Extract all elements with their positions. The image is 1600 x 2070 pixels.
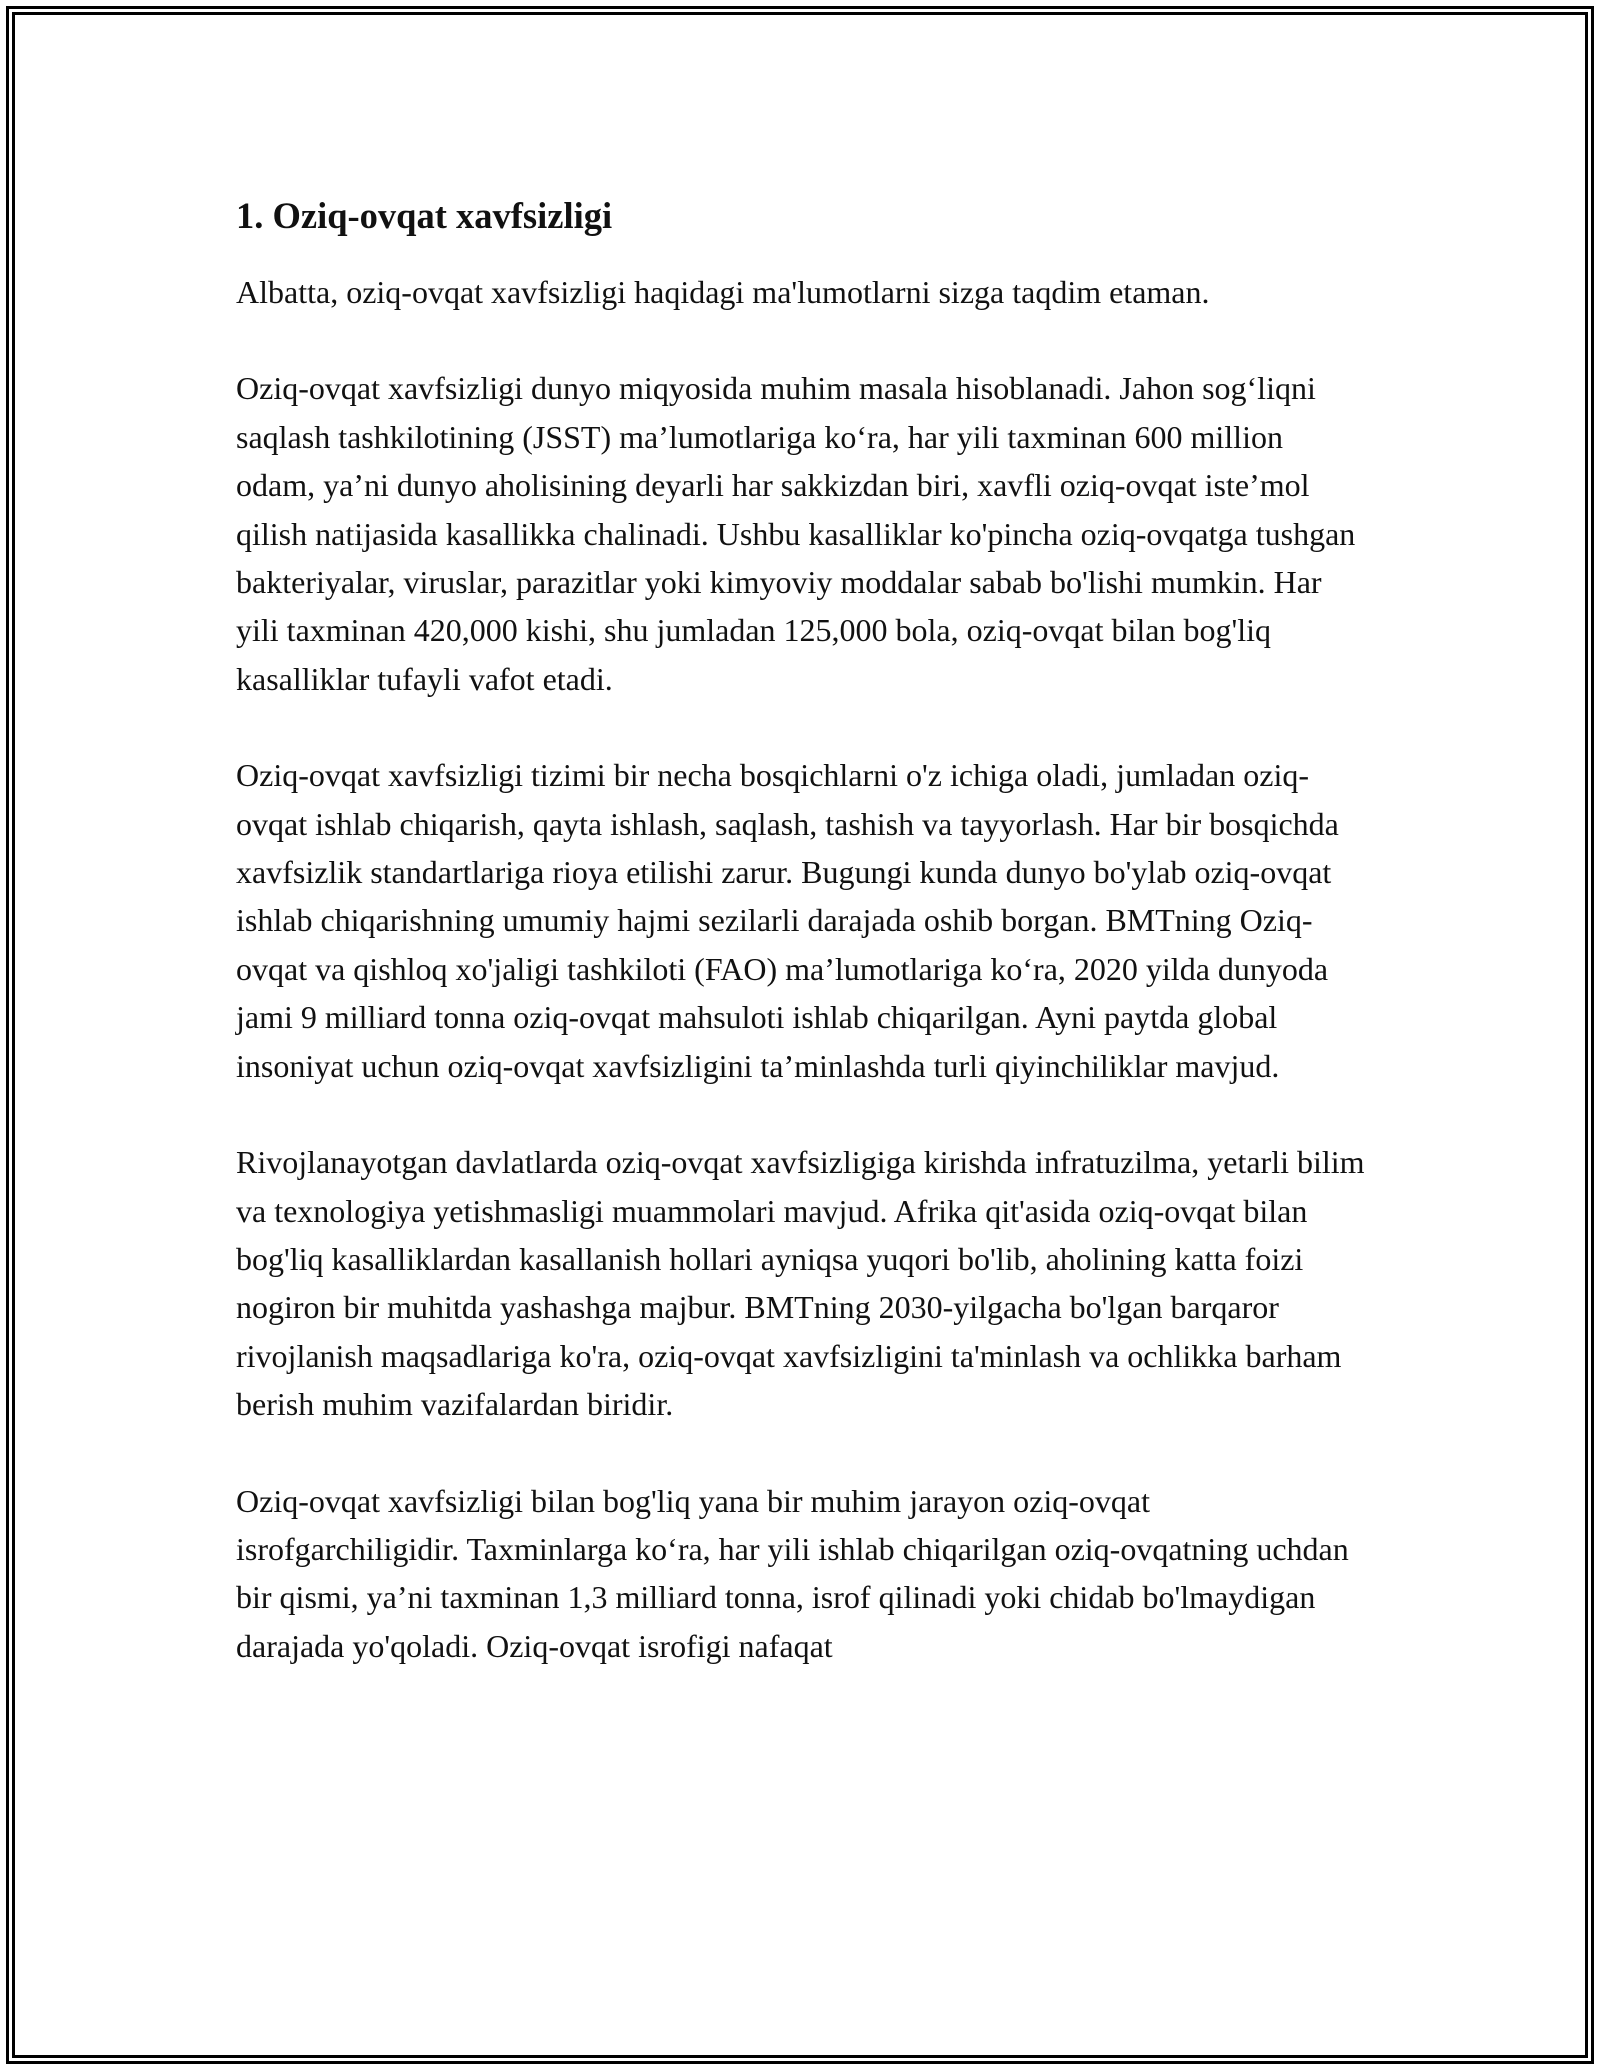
- section-heading: 1. Oziq-ovqat xavfsizligi: [236, 195, 613, 236]
- body-paragraph-who-statistics: Oziq-ovqat xavfsizligi dunyo miqyosida muhim masala hisoblanadi. Jahon sog‘liqni saqlash tashkilotining (JSST) ma’lumotlariga ko‘ra, har yili taxminan 600 million odam, ya’ni dunyo aholisining deyarli har sakkizdan biri, xavfli oziq-ovqat iste’mol qilish natijasida kasallikka chalinadi. Ushbu kasalliklar ko'pincha oziq-ovqatga tushgan bakteriyalar, viruslar, parazitlar yoki kimyoviy moddalar sabab bo'lishi mumkin. Har yili taxminan 420,000 kishi, shu jumladan 125,000 bola, oziq-ovqat bilan bog'liq kasalliklar tufayli vafot etadi.: [236, 370, 1356, 697]
- intro-paragraph: Albatta, oziq-ovqat xavfsizligi haqidagi ma'lumotlarni sizga taqdim etaman.: [236, 274, 1210, 310]
- body-paragraph-developing-countries: Rivojlanayotgan davlatlarda oziq-ovqat xavfsizligiga kirishda infratuzilma, yetarli bilim va texnologiya yetishmasligi muammolari mavjud. Afrika qit'asida oziq-ovqat bilan bog'liq kasalliklardan kasallanish hollari ayniqsa yuqori bo'lib, aholining katta foizi nogiron bir muhitda yashashga majbur. BMTning 2030-yilgacha bo'lgan barqaror rivojlanish maqsadlariga ko'ra, oziq-ovqat xavfsizligini ta'minlash va ochlikka barham berish muhim vazifalardan biridir.: [236, 1144, 1365, 1423]
- document-page: [236, 186, 1366, 1718]
- body-paragraph-safety-system: Oziq-ovqat xavfsizligi tizimi bir necha bosqichlarni o'z ichiga oladi, jumladan oziq-ovqat ishlab chiqarish, qayta ishlash, saqlash, tashish va tayyorlash. Har bir bosqichda xavfsizlik standartlariga rioya etilishi zarur. Bugungi kunda dunyo bo'ylab oziq-ovqat ishlab chiqarishning umumiy hajmi sezilarli darajada oshib borgan. BMTning Oziq-ovqat va qishloq xo'jaligi tashkiloti (FAO) ma’lumotlariga ko‘ra, 2020 yilda dunyoda jami 9 milliard tonna oziq-ovqat mahsuloti ishlab chiqarilgan. Ayni paytda global insoniyat uchun oziq-ovqat xavfsizligini ta’minlashda turli qiyinchiliklar mavjud.: [236, 757, 1339, 1084]
- body-paragraph-food-waste: Oziq-ovqat xavfsizligi bilan bog'liq yana bir muhim jarayon oziq-ovqat isrofgarchiligidir. Taxminlarga ko‘ra, har yili ishlab chiqarilgan oziq-ovqatning uchdan bir qismi, ya’ni taxminan 1,3 milliard tonna, isrof qilinadi yoki chidab bo'lmaydigan darajada yo'qoladi. Oziq-ovqat isrofigi nafaqat: [236, 1482, 1349, 1664]
